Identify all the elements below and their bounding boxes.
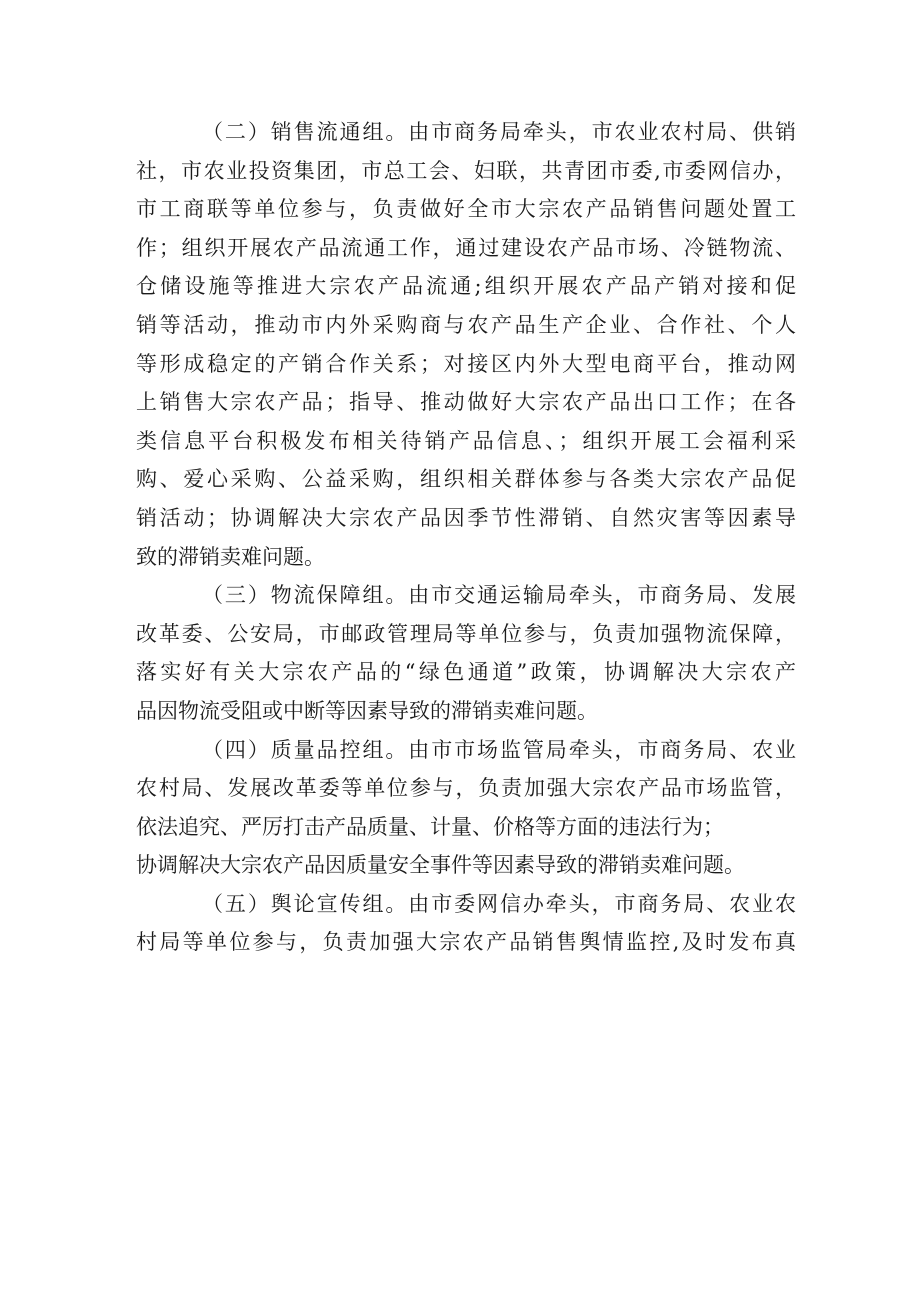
text-line: 改革委、公安局，市邮政管理局等单位参与，负责加强物流保障， [136, 621, 796, 646]
text-line: 等形成稳定的产销合作关系；对接区内外大型电商平台，推动网 [136, 351, 796, 376]
text-line: 农村局、发展改革委等单位参与，负责加强大宗农产品市场监管， [136, 776, 796, 801]
paragraph-public-opinion [136, 885, 796, 962]
text-line: 协调解决大宗农产品因质量安全事件等因素导致的滞销卖难问题。 [136, 853, 745, 878]
text-line: 品因物流受阻或中断等因素导致的滞销卖难问题。 [136, 698, 598, 723]
document-body [136, 113, 796, 962]
text-line: 购、爱心采购、公益采购，组织相关群体参与各类大宗农产品促 [136, 467, 796, 492]
text-line: 仓储设施等推进大宗农产品流通;组织开展农产品产销对接和促 [136, 274, 796, 299]
text-line: （四）质量品控组。由市市场监管局牵头，市商务局、农业 [202, 737, 796, 762]
text-line: 上销售大宗农产品；指导、推动做好大宗农产品出口工作；在各 [136, 390, 796, 415]
text-line: 销等活动，推动市内外采购商与农产品生产企业、合作社、个人 [136, 312, 796, 337]
text-line: （二）销售流通组。由市商务局牵头，市农业农村局、供销 [202, 120, 796, 144]
text-line: 类信息平台积极发布相关待销产品信息、；组织开展工会福利采 [136, 428, 796, 453]
text-line: （五）舆论宣传组。由市委网信办牵头，市商务局、农业农 [202, 891, 796, 916]
text-line: 作；组织开展农产品流通工作，通过建设农产品市场、冷链物流、 [136, 235, 796, 260]
text-line: 销活动；协调解决大宗农产品因季节性滞销、自然灾害等因素导 [136, 505, 796, 530]
text-line: 村局等单位参与，负责加强大宗农产品销售舆情监控,及时发布真 [136, 930, 796, 955]
text-line: 落实好有关大宗农产品的“绿色通道”政策，协调解决大宗农产 [136, 660, 796, 685]
text-line: 市工商联等单位参与，负责做好全市大宗农产品销售问题处置工 [136, 197, 796, 222]
text-line: 依法追究、严厉打击产品质量、计量、价格等方面的违法行为； [136, 814, 724, 839]
text-line: 致的滞销卖难问题。 [136, 544, 325, 569]
paragraph-logistics [136, 576, 796, 730]
text-line: 社，市农业投资集团，市总工会、妇联，共青团市委,市委网信办， [136, 158, 796, 183]
paragraph-quality-control [136, 731, 796, 885]
text-line: （三）物流保障组。由市交通运输局牵头，市商务局、发展 [202, 583, 796, 608]
paragraph-sales-circulation [136, 113, 796, 576]
